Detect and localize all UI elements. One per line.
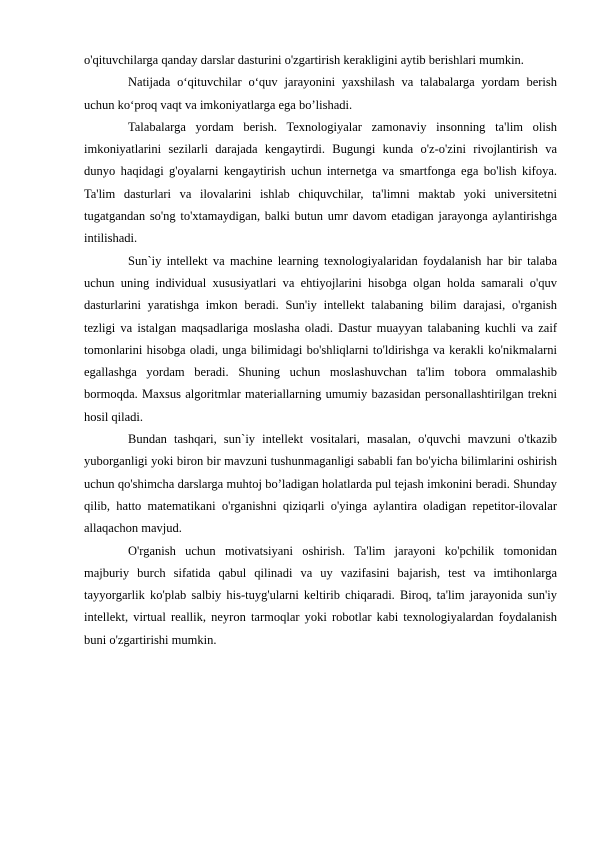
paragraph-ai-tools: Bundan tashqari, sun`iy intellekt vositalari, masalan, o'quvchi mavzuni o'tkazib yuborganligi yoki biron bir mavzuni tushunmaganligi sababli fan bo'yicha bilimlarini oshirish uchun qo'shimcha darslarga muhtoj bo’ladigan holatlarda pul tejash imkonini beradi. Shunday qilib, hatto matematikani o'rganishni qiziqarli o'yinga aylantira oladigan repetitor-ilovalar allaqachon mavjud. <box>84 432 557 536</box>
paragraph-ai-personalization: Sun`iy intellekt va machine learning texnologiyalaridan foydalanish har bir talaba uchun uning individual xususiyatlari va ehtiyojlarini hisobga olgan holda samarali o'quv dasturlarini yaratishga imkon beradi. Sun'iy intellekt talabaning bilim darajasi, o'rganish tezligi va istalgan maqsadlariga moslasha oladi. Dastur muayyan talabaning kuchli va zaif tomonlarini hisobga oladi, unga bilimidagi bo'shliqlarni to'ldirishga va kerakli ko'nikmalarni egallashga yordam beradi. Shuning uchun moslashuvchan ta'lim tobora ommalashib bormoqda. Maxsus algoritmlar materiallarning umumiy bazasidan personallashtirilgan trekni hosil qiladi. <box>84 253 557 424</box>
paragraph-continuation: o'qituvchilarga qanday darslar dasturini o'zgartirish kerakligini aytib berishlari mumkin. <box>84 53 524 67</box>
paragraph-helping-students: Talabalarga yordam berish. Texnologiyalar zamonaviy insonning ta'lim olish imkoniyatlarini sezilarli darajada kengaytirdi. Bugungi kunda o'z-o'zini rivojlantirish va dunyo haqidagi g'oyalarni kengaytirish uchun internetga va smartfonga ega bo'lish kifoya. Ta'lim dasturlari va ilovalarini ishlab chiquvchilar, ta'limni maktab yoki universitetni tugatgandan so'ng to'xtamaydigan, balki butun umr davom etadigan jarayonga aylantirishga intilishadi. <box>84 119 557 246</box>
document-body <box>84 49 557 651</box>
paragraph-teachers-time: Natijada o‘qituvchilar o‘quv jarayonini yaxshilash va talabalarga yordam berish uchun ko‘proq vaqt va imkoniyatlarga ega bo’lishadi. <box>84 75 557 112</box>
paragraph-motivation: O'rganish uchun motivatsiyani oshirish. Ta'lim jarayoni ko'pchilik tomonidan majburiy burch sifatida qabul qilinadi va uy vazifasini bajarish, test va imtihonlarga tayyorgarlik ko'plab salbiy his-tuyg'ularni keltirib chiqaradi. Biroq, ta'lim jarayonida sun'iy intellekt, virtual reallik, neyron tarmoqlar yoki robotlar kabi texnologiyalardan foydalanish buni o'zgartirishi mumkin. <box>84 543 557 647</box>
